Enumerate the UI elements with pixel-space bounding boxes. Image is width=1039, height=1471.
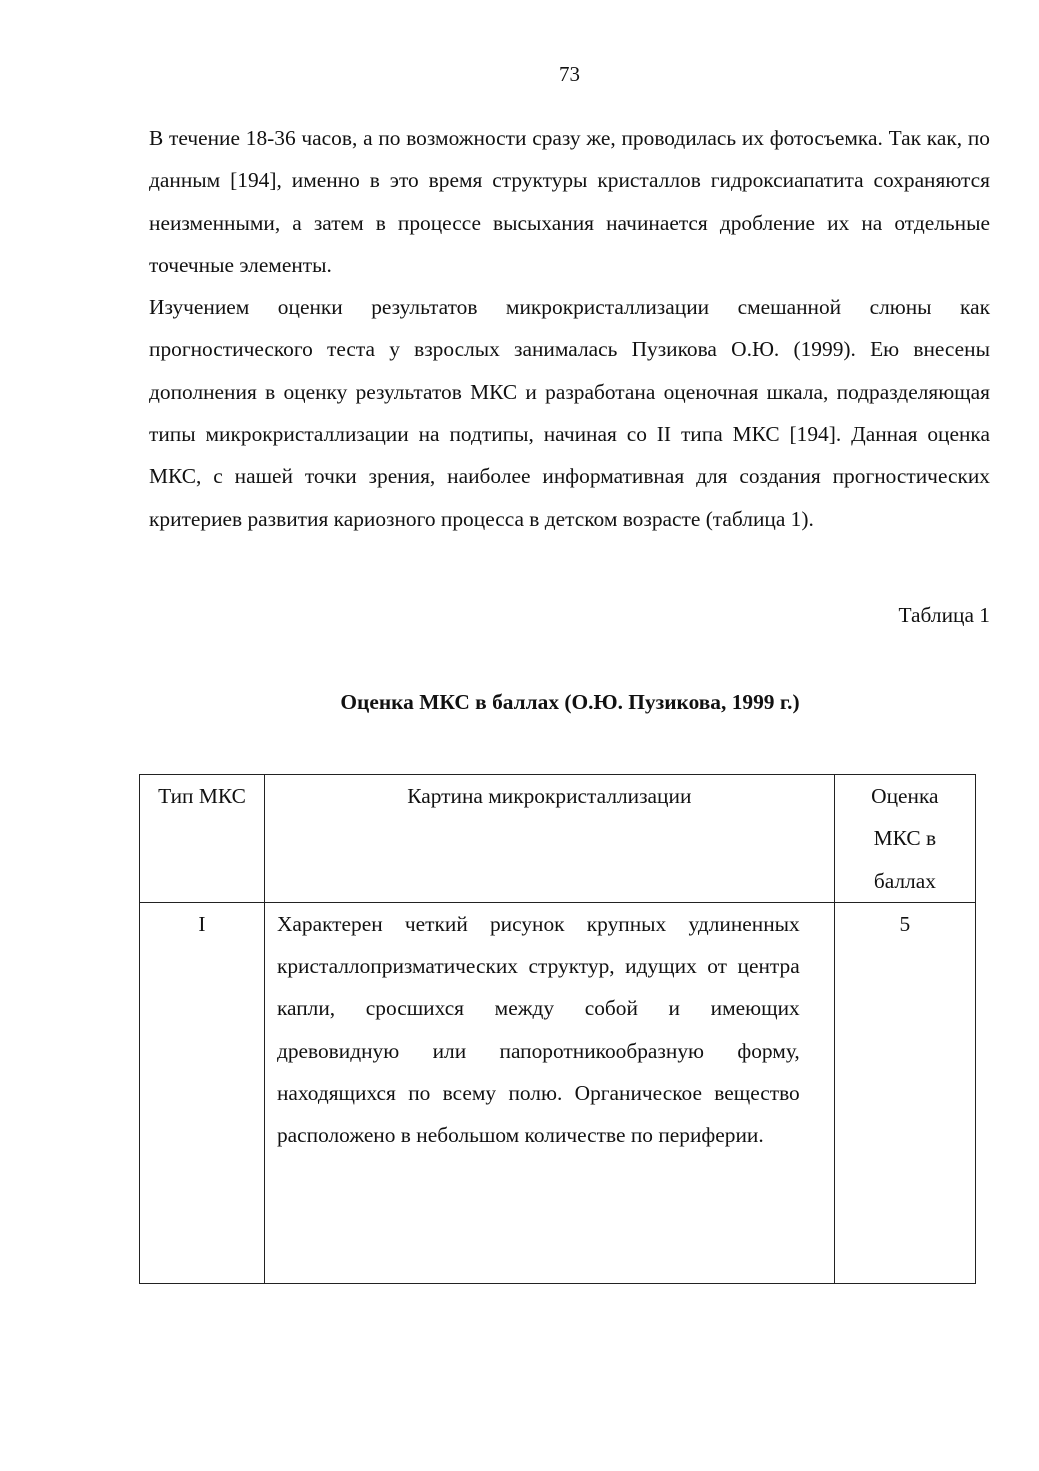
table-title: Оценка МКС в баллах (О.Ю. Пузикова, 1999 г.): [340, 690, 800, 714]
table-header-row: [140, 775, 976, 903]
header-picture: Картина микрокристаллизации: [264, 775, 834, 903]
paragraph-1: В течение 18-36 часов, а по возможности сразу же, проводилась их фотосъемка. Так как, по данным [194], именно в это время структуры кристаллов гидроксиапатита сохраняются неизменными, а затем в процессе высыхания начинается дробление их на отдельные точечные элементы.: [149, 126, 990, 277]
cell-type: I: [140, 902, 265, 1283]
table-caption: Таблица 1: [898, 603, 990, 627]
cell-picture: Характерен четкий рисунок крупных удлиненных кристаллопризматических структур, идущих от центра капли, сросшихся между собой и имеющих древовидную или папоротникообразную форму, находящихся по всему полю. Органическое вещество расположено в небольшом количестве по периферии.: [264, 902, 834, 1283]
table-row: [140, 902, 976, 1283]
header-score-text: Оценка МКС в баллах: [871, 784, 939, 893]
header-type: Тип МКС: [140, 775, 265, 903]
page-number-text: 73: [559, 62, 580, 86]
header-score: [834, 775, 975, 903]
body-text: [149, 117, 990, 540]
cell-score: 5: [834, 902, 975, 1283]
mks-score-table: [139, 774, 976, 1284]
page-number: [0, 62, 1039, 87]
paragraph-2: Изучением оценки результатов микрокристаллизации смешанной слюны как прогностического теста у взрослых занималась Пузикова О.Ю. (1999). Ею внесены дополнения в оценку результатов МКС и разработана оценочная шкала, подразделяющая типы микрокристаллизации на подтипы, начиная со II типа МКС [194]. Данная оценка МКС, с нашей точки зрения, наиболее информативная для создания прогностических критериев развития кариозного процесса в детском возрасте (таблица 1).: [149, 295, 990, 531]
